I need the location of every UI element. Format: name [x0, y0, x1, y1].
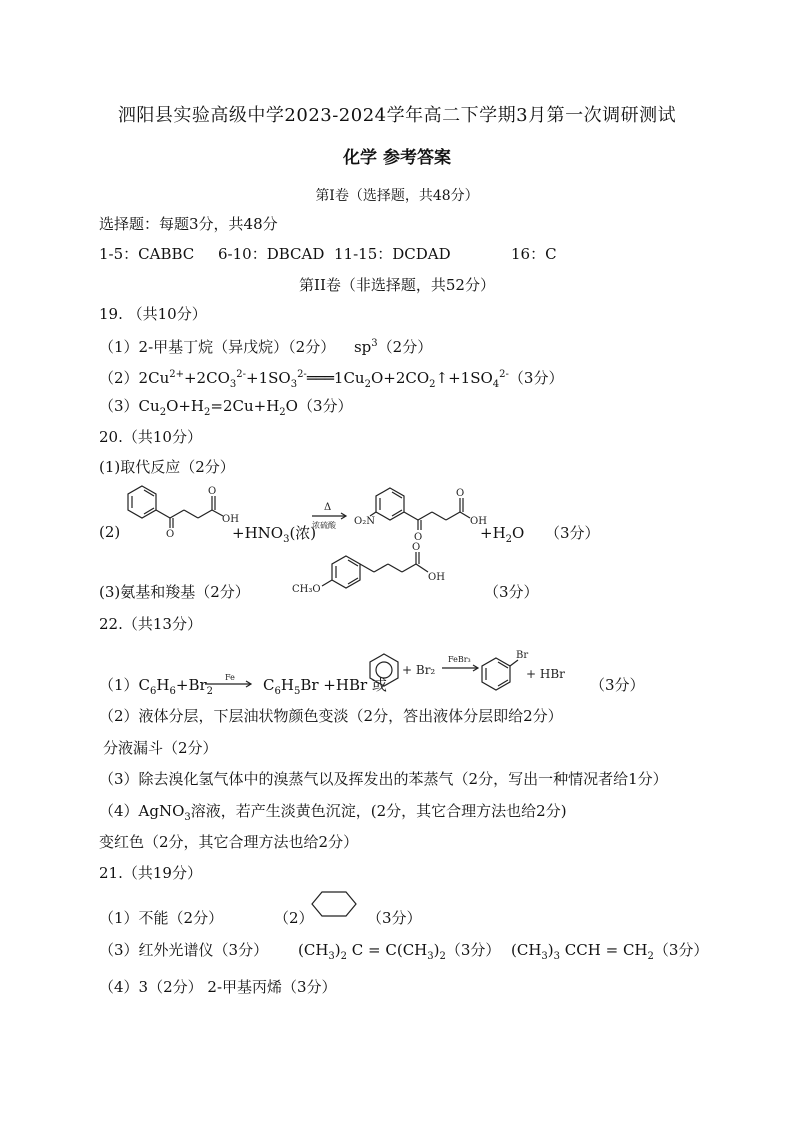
svg-text:O₂N: O₂N [354, 516, 375, 527]
document-subtitle: 化学 参考答案 [343, 148, 451, 168]
svg-text:OH: OH [428, 572, 445, 583]
q21-answer-4: （4）3（2分） 2-甲基丙烯（3分） [99, 978, 337, 996]
q22-answer-3: （3）除去溴化氢气体中的溴蒸气以及挥发出的苯蒸气（2分，写出一种情况者给1分） [99, 770, 668, 788]
svg-text:O: O [456, 488, 465, 499]
q19-heading: 19. （共10分） [99, 305, 207, 323]
svg-text:OH: OH [470, 516, 487, 527]
svg-text:O: O [166, 529, 175, 540]
q21-answer-2-score: （3分） [367, 909, 422, 927]
svg-text:+ Br₂: + Br₂ [402, 663, 436, 677]
q20-answer-2-score: （3分） [545, 524, 600, 542]
q22-benzene-equation [370, 650, 610, 690]
q20-answer-3: (3)氨基和羧基（2分） [99, 583, 250, 601]
q21-answer-2-label: （2） [274, 909, 314, 927]
q22-answer-4b: 变红色（2分，其它合理方法也给2分） [99, 833, 359, 851]
part1-note: 选择题：每题3分，共48分 [99, 215, 278, 233]
part1-heading: 第Ⅰ卷（选择题，共48分） [315, 188, 479, 204]
part2-heading: 第II卷（非选择题，共52分） [299, 276, 495, 294]
document-title: 泗阳县实验高级中学2023-2024学年高二下学期3月第一次调研测试 [117, 105, 677, 126]
q20-reagent: $+HNO_3$(浓) [232, 524, 317, 545]
svg-text:O: O [414, 532, 423, 543]
q20-answer-3-structure [292, 542, 462, 598]
q22-answer-1-score: （3分） [590, 676, 645, 694]
svg-text:OH: OH [222, 514, 239, 525]
q22-answer-1: $(1)C_6H_6+Br_2$ $C_6H_5Br +HBr$ 或 [99, 676, 387, 697]
cyclohexane-icon [312, 890, 358, 920]
fe-arrow [203, 672, 257, 692]
answer-11-15: 11-15：DCDAD [334, 245, 451, 263]
q21-answer-1: （1）不能（2分） [99, 909, 224, 927]
answer-16: 16：C [511, 245, 557, 263]
answer-6-10: 6-10：DBCAD [218, 245, 325, 263]
svg-text:CH₃O: CH₃O [292, 584, 321, 595]
q20-answer-2-label: (2) [99, 523, 121, 541]
svg-text:Fe: Fe [225, 673, 235, 682]
q20-answer-1: (1)取代反应（2分） [99, 458, 235, 476]
q22-answer-2: （2）液体分层，下层油状物颜色变淡（2分，答出液体分层即给2分） [99, 707, 563, 725]
reactant-structure [128, 482, 238, 538]
q21-answer-3-formula-1: $(CH_3)_2$ $C = C(CH_3)_2(3$分） [298, 941, 501, 962]
reaction-arrow [312, 500, 352, 534]
q21-answer-3-formula-2: $(CH_3)_3$ CCH = $CH_2(3$分） [511, 941, 709, 962]
svg-text:O: O [208, 486, 217, 497]
q20-heading: 20.（共10分） [99, 428, 202, 446]
q22-answer-4: （4）AgNO$_3$溶液，若产生淡黄色沉淀，(2分，其它合理方法也给2分) [99, 802, 567, 823]
q20-byproduct: $+H_2O$ [480, 524, 525, 545]
q20-answer-3-score: （3分） [484, 583, 539, 601]
q19-answer-1: （1）2-甲基丁烷（异戊烷）（2分） $sp^3(2$分） [99, 338, 433, 356]
svg-text:O: O [412, 542, 421, 553]
svg-text:+ HBr: + HBr [526, 667, 565, 681]
svg-text:FeBr₃: FeBr₃ [448, 655, 471, 664]
q22-answer-2b: 分液漏斗（2分） [103, 739, 218, 757]
product-structure [354, 484, 488, 543]
svg-text:浓硫酸: 浓硫酸 [312, 521, 336, 530]
svg-text:Br: Br [516, 650, 529, 661]
q19-answer-3: $(3)Cu_2O+H_2=2Cu+H_2O(3$分） [99, 397, 353, 418]
q21-heading: 21.（共19分） [99, 864, 202, 882]
answer-1-5: 1-5：CABBC [99, 245, 195, 263]
q22-heading: 22.（共13分） [99, 615, 202, 633]
svg-text:Δ: Δ [324, 502, 332, 513]
q21-answer-3: （3）红外光谱仪（3分） [99, 941, 269, 959]
q19-answer-2: $(2)2Cu^{2+}+2CO_3^{2-}+1SO_3^{2-}═══1Cu_2O+2CO_2↑+1SO_4^{2-}(3$分） [99, 369, 564, 390]
